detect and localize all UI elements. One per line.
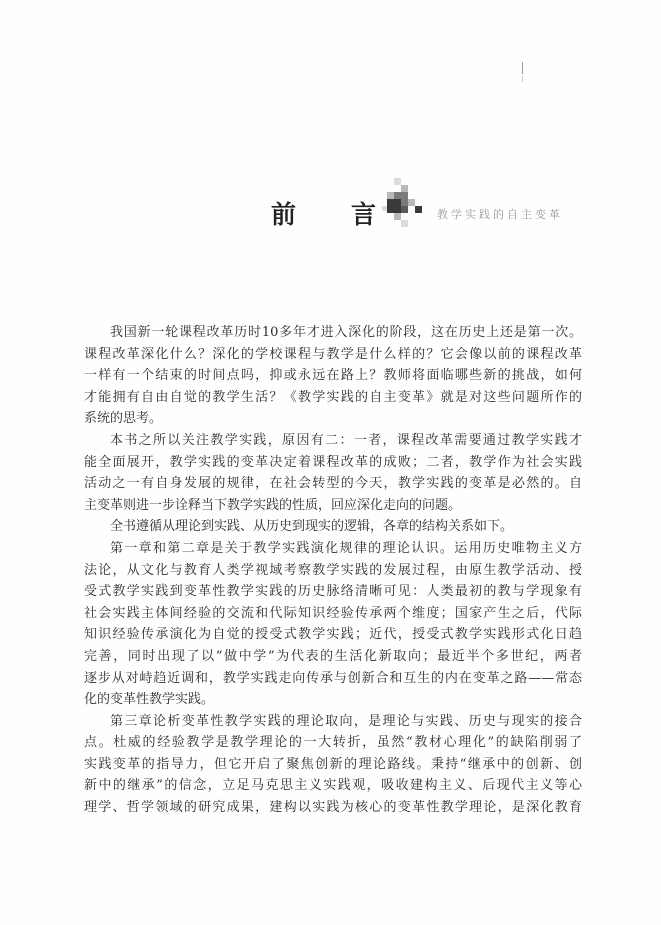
text-line: 知识经验传承演化为自觉的授受式教学实践；近代，授受式教学实践形式化日趋 xyxy=(84,627,582,643)
text-line: 才能拥有自由自觉的教学生活？《教学实践的自主变革》就是对这些问题所作的 xyxy=(84,389,582,405)
text-line: 新中的继承”的信念，立足马克思主义实践观，吸收建构主义、后现代主义等心 xyxy=(84,778,582,794)
text-line: 我国新一轮课程改革历时10多年才进入深化的阶段，这在历史上还是第一次。 xyxy=(110,325,582,340)
page-title-char-2: 言 xyxy=(351,200,377,229)
text-line: 理学、哲学领域的研究成果，建构以实践为核心的变革性教学理论，是深化教育 xyxy=(84,800,582,816)
text-line: 受式教学实践到变革性教学实践的历史脉络清晰可见：人类最初的教与学现象有 xyxy=(84,584,582,600)
text-line: 活动之一有自身发展的规律，在社会转型的今天，教学实践的变革是必然的。自 xyxy=(84,476,582,492)
text-line: 法论，从文化与教育人类学视域考察教学实践的发展过程，由原生教学活动、授 xyxy=(84,562,582,578)
text-line: 一样有一个结束的时间点吗，抑或永远在路上？教师将面临哪些新的挑战，如何 xyxy=(84,368,582,384)
text-line: 逐步从对峙趋近调和，教学实践走向传承与创新合和互生的内在变革之路——常态 xyxy=(84,670,582,686)
text-line: 实践变革的指导力，但它开启了聚焦创新的理论路线。秉持“继承中的创新、创 xyxy=(84,756,582,772)
decorative-mosaic xyxy=(382,178,432,236)
text-line: 第一章和第二章是关于教学实践演化规律的理论认识。运用历史唯物主义方 xyxy=(110,540,582,556)
text-line: 第三章论析变革性教学实践的理论取向，是理论与实践、历史与现实的接合 xyxy=(110,713,582,729)
text-line: 能全面展开，教学实践的变革决定着课程改革的成败；二者，教学作为社会实践 xyxy=(84,454,582,470)
chapter-subtitle: 教学实践的自主变革 xyxy=(437,208,563,221)
page-title-char-1: 前 xyxy=(271,200,297,229)
text-line: 点。杜威的经验教学是教学理论的一大转折，虽然“教材心理化”的缺陷削弱了 xyxy=(84,735,582,751)
text-line: 化的变革性教学实践。 xyxy=(84,692,215,708)
text-line: 完善，同时出现了以“做中学”为代表的生活化新取向；最近半个多世纪，两者 xyxy=(84,648,582,664)
crop-mark-tail xyxy=(522,76,523,82)
text-line: 本书之所以关注教学实践，原因有二：一者，课程改革需要通过教学实践才 xyxy=(110,432,582,448)
crop-mark xyxy=(522,62,523,74)
text-line: 社会实践主体间经验的交流和代际知识经验传承两个维度；国家产生之后，代际 xyxy=(84,605,582,621)
text-line: 全书遵循从理论到实践、从历史到现实的逻辑，各章的结构关系如下。 xyxy=(110,519,514,535)
text-line: 系统的思考。 xyxy=(84,411,163,427)
text-line: 课程改革深化什么？深化的学校课程与教学是什么样的？它会像以前的课程改革 xyxy=(84,346,582,362)
text-line: 主变革则进一步诠释当下教学实践的性质，回应深化走向的问题。 xyxy=(84,497,462,513)
preface-body xyxy=(84,322,582,819)
